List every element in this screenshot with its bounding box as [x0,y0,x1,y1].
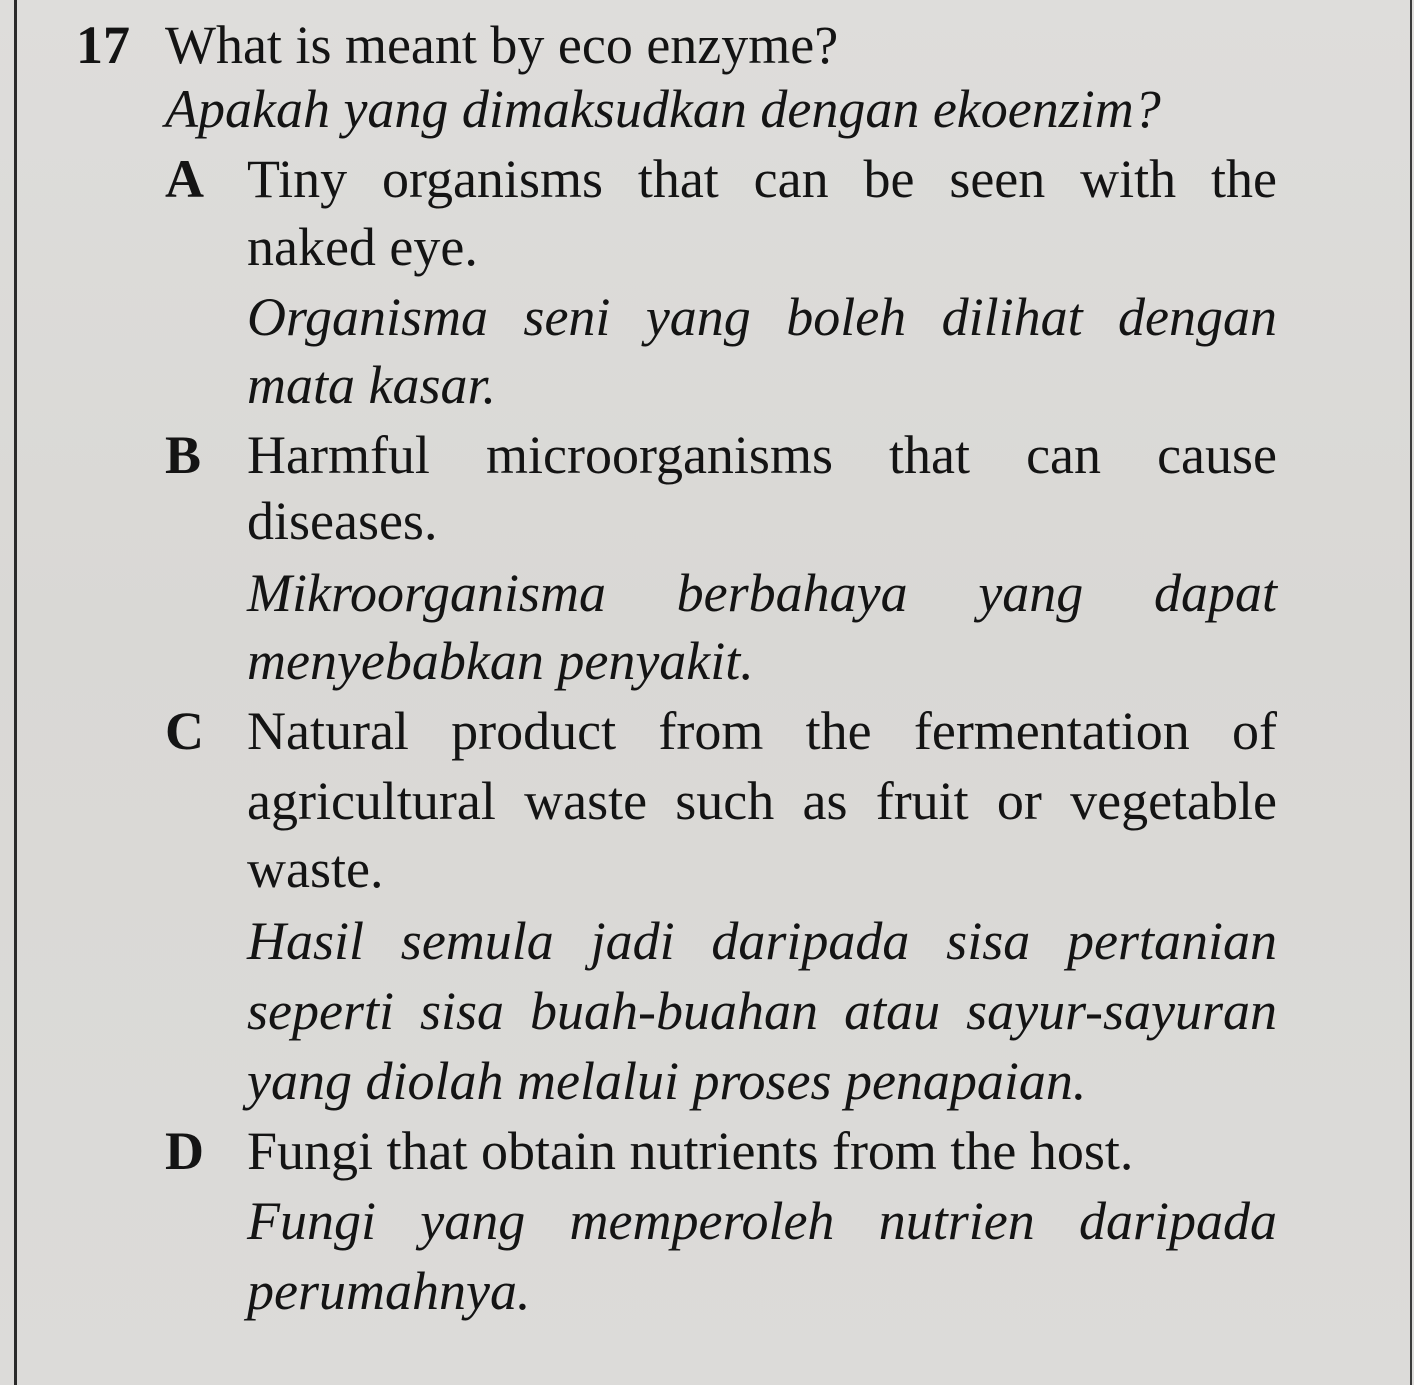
option-a-english-line-1: Tiny organisms that can be seen with the [247,149,1277,209]
option-b-english-line-2: diseases. [247,491,438,551]
option-a-english-line-2: naked eye. [247,217,478,277]
option-c-malay-line-1: Hasil semula jadi daripada sisa pertanian [247,911,1277,971]
right-edge-rule [1410,0,1412,1385]
option-c-english-line-1: Natural product from the fermentation of [247,701,1277,761]
option-d-malay-line-1: Fungi yang memperoleh nutrien daripada [247,1191,1277,1251]
option-d-letter[interactable]: D [165,1121,204,1181]
left-margin-rule [14,0,17,1385]
option-b-malay-line-2: menyebabkan penyakit. [247,631,754,691]
option-b-letter[interactable]: B [165,425,202,485]
option-a-letter[interactable]: A [165,149,204,209]
option-b-malay-line-1: Mikroorganisma berbahaya yang dapat [247,563,1277,623]
option-d-english-line-1: Fungi that obtain nutrients from the host. [247,1121,1134,1181]
option-c-english-line-3: waste. [247,839,384,899]
question-number: 17 [76,15,130,75]
option-d-malay-line-2: perumahnya. [247,1261,531,1321]
question-stem-malay: Apakah yang dimaksudkan dengan ekoenzim? [165,79,1161,139]
option-c-malay-line-2: seperti sisa buah-buahan atau sayur-sayuran [247,981,1277,1041]
option-b-english-line-1: Harmful microorganisms that can cause [247,425,1277,485]
option-c-letter[interactable]: C [165,701,204,761]
option-c-malay-line-3: yang diolah melalui proses penapaian. [247,1051,1087,1111]
option-c-english-line-2: agricultural waste such as fruit or vegetable [247,771,1277,831]
question-stem-english: What is meant by eco enzyme? [165,15,839,75]
option-a-malay-line-1: Organisma seni yang boleh dilihat dengan [247,287,1277,347]
option-a-malay-line-2: mata kasar. [247,355,497,415]
